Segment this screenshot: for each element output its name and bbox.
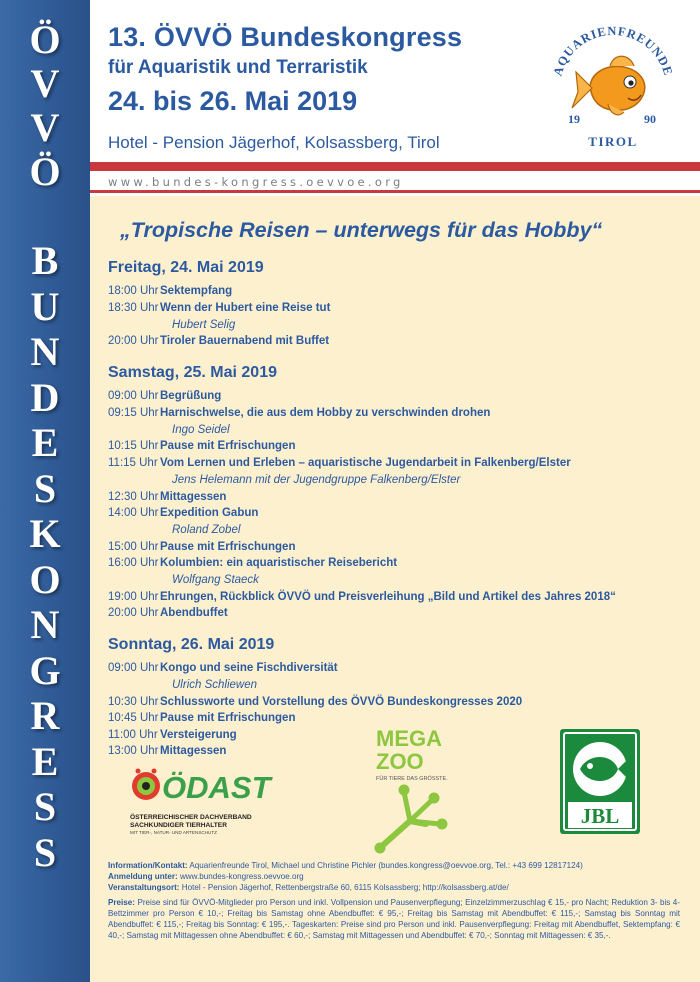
schedule-title: Harnischwelse, die aus dem Hobby zu verschwinden drohen [160, 407, 491, 419]
schedule-title: Pause mit Erfrischungen [160, 541, 296, 553]
oedast-line1: ÖSTERREICHISCHER DACHVERBAND [130, 814, 252, 821]
schedule-row [108, 745, 226, 757]
aquarienfreunde-logo [538, 8, 688, 158]
schedule-row [108, 302, 330, 314]
schedule-time: 10:45 Uhr [108, 712, 159, 724]
registration-line [108, 872, 680, 883]
schedule-time: 11:00 Uhr [108, 729, 158, 741]
schedule-time: 18:00 Uhr [108, 285, 159, 297]
sidebar-letter: E [31, 420, 59, 465]
day-heading-saturday: Samstag, 25. Mai 2019 [108, 364, 277, 381]
event-date: 24. bis 26. Mai 2019 [108, 86, 358, 116]
schedule-title: Kongo und seine Fischdiversität [160, 662, 338, 674]
sidebar-letter: Ö [29, 17, 61, 62]
schedule-title: Begrüßung [160, 390, 222, 402]
schedule-title: Pause mit Erfrischungen [160, 440, 296, 452]
schedule-row [108, 457, 571, 469]
schedule-row [108, 591, 616, 603]
schedule-row [108, 390, 221, 402]
sidebar-letter: N [30, 602, 60, 647]
logo-arc-text: AQUARIENFREUNDE [550, 23, 676, 78]
sidebar-letter: B [31, 238, 59, 283]
schedule-title: Kolumbien: ein aquaristischer Reisebericht [160, 557, 398, 569]
oedast-line3: MIT TIER-, NATUR- UND ARTENSCHUTZ [130, 830, 217, 835]
program-content [90, 196, 700, 982]
schedule-title: Versteigerung [160, 729, 237, 741]
sidebar-letter: R [30, 693, 60, 738]
sidebar-letter: S [33, 829, 57, 875]
schedule-title: Tiroler Bauernabend mit Buffet [160, 335, 330, 347]
schedule-time: 13:00 Uhr [108, 745, 159, 757]
schedule-row [108, 491, 226, 503]
eye-icon [132, 769, 160, 801]
megazoo-tagline: FÜR TIERE DAS GRÖSSTE. [376, 776, 448, 782]
venue-text: Hotel - Pension Jägerhof, Rettenbergstraße 60, 6115 Kolsassberg; http://kolsassberg.at/de/ [179, 882, 509, 892]
schedule-title: Pause mit Erfrischungen [160, 712, 296, 724]
schedule-speaker: Ingo Seidel [172, 424, 230, 436]
venue-label: Veranstaltungsort: [108, 882, 180, 892]
schedule-time: 09:15 Uhr [108, 407, 159, 419]
logo-year-left: 19 [568, 112, 580, 126]
schedule-time: 10:15 Uhr [108, 440, 159, 452]
schedule-time: 09:00 Uhr [108, 390, 159, 402]
sidebar-letter: O [29, 556, 61, 602]
schedule-row [108, 607, 228, 619]
day-heading-friday: Freitag, 24. Mai 2019 [108, 259, 264, 276]
megazoo-line1: MEGA [376, 726, 442, 751]
schedule-speaker: Wolfgang Staeck [172, 574, 259, 586]
schedule-title: Expedition Gabun [160, 507, 259, 519]
sidebar-letter: G [29, 647, 61, 693]
schedule-row [108, 557, 397, 569]
schedule-title: Schlussworte und Vorstellung des ÖVVÖ Bundeskongresses 2020 [160, 696, 523, 708]
logo-year-right: 90 [644, 112, 656, 126]
schedule-row [108, 507, 258, 519]
schedule-speaker: Ulrich Schliewen [172, 679, 258, 691]
frog-foot-icon [375, 785, 447, 853]
schedule-row [108, 407, 490, 419]
oedast-line2: SACHKUNDIGER TIERHALTER [130, 822, 227, 829]
oedast-name: ÖDAST [162, 770, 271, 805]
schedule-row [108, 729, 237, 741]
schedule-row [108, 541, 295, 553]
schedule-time: 19:00 Uhr [108, 591, 159, 603]
schedule-time: 15:00 Uhr [108, 541, 159, 553]
schedule-title: Sektempfang [160, 285, 233, 297]
event-venue: Hotel - Pension Jägerhof, Kolsassberg, Tirol [108, 133, 440, 152]
schedule-row [108, 285, 232, 297]
jbl-logo [560, 729, 640, 834]
schedule-time: 14:00 Uhr [108, 507, 159, 519]
schedule-title: Ehrungen, Rückblick ÖVVÖ und Preisverleihung „Bild und Artikel des Jahres 2018“ [160, 591, 616, 603]
schedule-title: Mittagessen [160, 491, 227, 503]
logo-bottom-text: TIROL [588, 134, 638, 149]
megazoo-line2: ZOO [376, 749, 424, 774]
sidebar-letter: V [30, 61, 60, 106]
registration-label: Anmeldung unter: [108, 871, 178, 881]
schedule-time: 11:15 Uhr [108, 457, 158, 469]
schedule-time: 09:00 Uhr [108, 662, 159, 674]
website-url[interactable]: www.bundes-kongress.oevvoe.org [108, 175, 404, 189]
oedast-logo [128, 766, 288, 856]
sidebar-letter: Ö [29, 149, 61, 194]
jbl-name: JBL [580, 804, 620, 828]
header [90, 0, 700, 160]
footer-info [108, 861, 680, 942]
prices-text: Preise sind für ÖVVÖ-Mitglieder pro Person und inkl. Vollpension und Pausenverpflegung; Einzelzimmerzuschlag € 15,- pro Nacht; Reduktion 3- bis 4-Bettzimmer pro Person € 10,-; Freitag bis Samstag ohne Abendbuffet: € 95,-; Freitag bis Samstag mit Abendbuffet: € 115,-; Samstag bis Sonntag mit Abendbuffet: € 115,-; Freitag bis Sonntag: € 195,-. Tageskarten: Preise sind pro Person und inkl. Pausenverpflegung: Freitag mit Abendbuffet, Sektempfang: € 40,-; Samstag mit Mittagessen ohne Abendbuffet: € 60,-; Samstag mit Mittagessen und Abendbuffet: € 70,-; Sonntag mit Mittagessen: € 35,-. [108, 898, 680, 940]
megazoo-logo [370, 726, 480, 856]
sidebar-letter: U [30, 283, 60, 329]
sidebar-letter: S [33, 465, 57, 511]
info-label: Information/Kontakt: [108, 861, 188, 870]
schedule-title: Vom Lernen und Erleben – aquaristische Jugendarbeit in Falkenberg/Elster [160, 457, 571, 469]
red-stripe [90, 162, 700, 171]
schedule-time: 16:00 Uhr [108, 557, 159, 569]
goldfish-icon [572, 56, 645, 115]
sidebar-letter: K [29, 511, 61, 556]
schedule-row [108, 440, 295, 452]
event-title: 13. ÖVVÖ Bundeskongress [108, 22, 463, 52]
sidebar-letter: S [33, 784, 57, 829]
prices-label: Preise: [108, 898, 135, 908]
sidebar-letter: N [30, 329, 60, 374]
schedule-time: 12:30 Uhr [108, 491, 159, 503]
schedule-time: 20:00 Uhr [108, 335, 159, 347]
schedule-row [108, 712, 295, 724]
prices-block [108, 898, 680, 941]
schedule-row [108, 662, 338, 674]
schedule-title: Abendbuffet [160, 607, 228, 619]
url-bar [90, 171, 700, 193]
schedule-time: 10:30 Uhr [108, 696, 159, 708]
schedule-title: Mittagessen [160, 745, 227, 757]
venue-line [108, 883, 680, 894]
sidebar-letter: D [30, 374, 60, 420]
info-line [108, 861, 680, 872]
schedule-speaker: Hubert Selig [172, 319, 236, 331]
schedule-speaker: Roland Zobel [172, 524, 241, 536]
sidebar-letter: E [31, 738, 59, 784]
sidebar-vertical-title [0, 0, 90, 982]
day-heading-sunday: Sonntag, 26. Mai 2019 [108, 636, 275, 653]
schedule-time: 18:30 Uhr [108, 302, 159, 314]
sidebar-letter: V [30, 105, 60, 150]
schedule-time: 20:00 Uhr [108, 607, 159, 619]
schedule-row [108, 696, 522, 708]
info-text: Aquarienfreunde Tirol, Michael und Christine Pichler (bundes.kongress@oevvoe.org, Tel.: +43 699 12817124) [187, 861, 583, 870]
schedule-row [108, 335, 329, 347]
schedule-title: Wenn der Hubert eine Reise tut [160, 302, 331, 314]
registration-url[interactable]: www.bundes-kongress.oevvoe.org [177, 871, 304, 881]
motto: „Tropische Reisen – unterwegs für das Hobby“ [120, 218, 603, 242]
event-subtitle: für Aquaristik und Terraristik [108, 57, 368, 78]
schedule-speaker: Jens Helemann mit der Jugendgruppe Falkenberg/Elster [172, 474, 461, 486]
